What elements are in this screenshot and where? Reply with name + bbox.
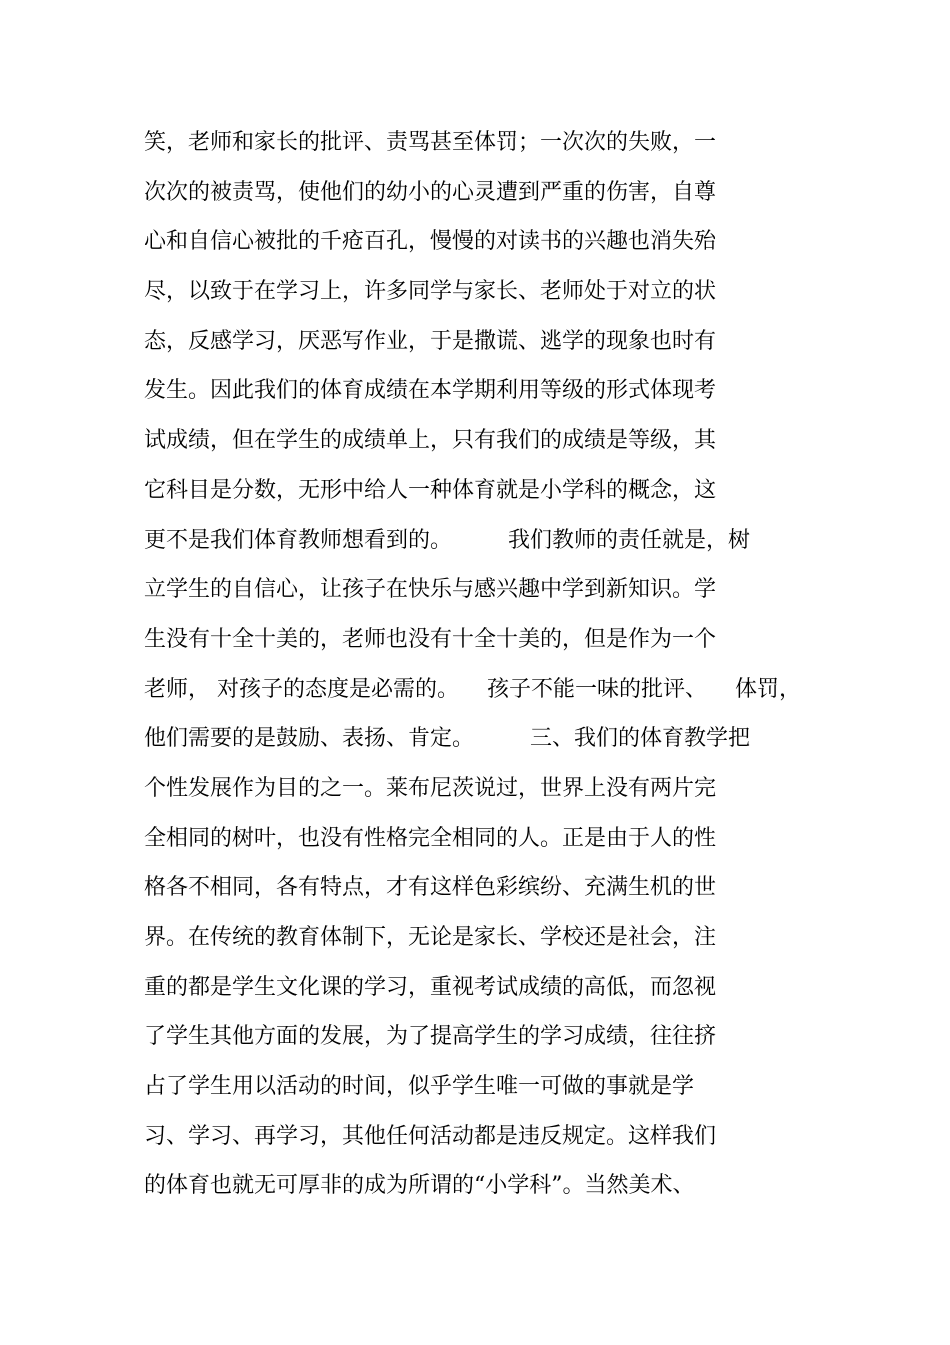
text-line-10: 立学生的自信心，让孩子在快乐与感兴趣中学到新知识。学: [144, 577, 717, 603]
text-line-1: 笑，老师和家长的批评、责骂甚至体罚；一次次的失败，一: [144, 130, 717, 155]
text-line-8: 它科目是分数，无形中给人一种体育就是小学科的概念，这: [144, 477, 717, 503]
text-line-14: 个性发展作为目的之一。莱布尼茨说过，世界上没有两片完: [144, 775, 717, 801]
text-line-2: 次次的被责骂，使他们的幼小的心灵遭到严重的伤害，自尊: [144, 179, 717, 205]
text-line-6: 发生。因此我们的体育成绩在本学期利用等级的形式体现考: [144, 378, 717, 404]
text-line-7: 试成绩，但在学生的成绩单上，只有我们的成绩是等级，其: [144, 428, 717, 454]
text-line-3: 心和自信心被批的千疮百孔，慢慢的对读书的兴趣也消失殆: [144, 229, 717, 255]
text-line-11: 生没有十全十美的，老师也没有十全十美的，但是作为一个: [144, 626, 717, 652]
body-text: [144, 118, 844, 1211]
text-line-17: 界。在传统的教育体制下，无论是家长、学校还是社会，注: [144, 925, 717, 950]
text-line-5: 态，反感学习，厌恶写作业，于是撒谎、逃学的现象也时有: [144, 328, 717, 354]
text-line-16: 格各不相同，各有特点，才有这样色彩缤纷、充满生机的世: [144, 875, 717, 901]
text-line-4: 尽，以致于在学习上，许多同学与家长、老师处于对立的状: [144, 279, 717, 305]
text-line-12: 老师， 对孩子的态度是必需的。 孩子不能一味的批评、 体罚，: [144, 676, 801, 702]
text-line-22: 的体育也就无可厚非的成为所谓的“小学科”。当然美术、: [144, 1173, 695, 1199]
text-line-21: 习、学习、再学习，其他任何活动都是违反规定。这样我们: [144, 1123, 717, 1149]
text-line-15: 全相同的树叶，也没有性格完全相同的人。正是由于人的性: [144, 825, 717, 851]
text-line-13: 他们需要的是鼓励、表扬、肯定。 三、我们的体育教学把: [144, 726, 750, 752]
text-line-19: 了学生其他方面的发展，为了提高学生的学习成绩，往往挤: [144, 1024, 717, 1050]
text-line-18: 重的都是学生文化课的学习，重视考试成绩的高低，而忽视: [144, 974, 717, 1000]
text-line-9: 更不是我们体育教师想看到的。 我们教师的责任就是，树: [144, 527, 750, 553]
text-line-20: 占了学生用以活动的时间，似乎学生唯一可做的事就是学: [144, 1074, 695, 1100]
